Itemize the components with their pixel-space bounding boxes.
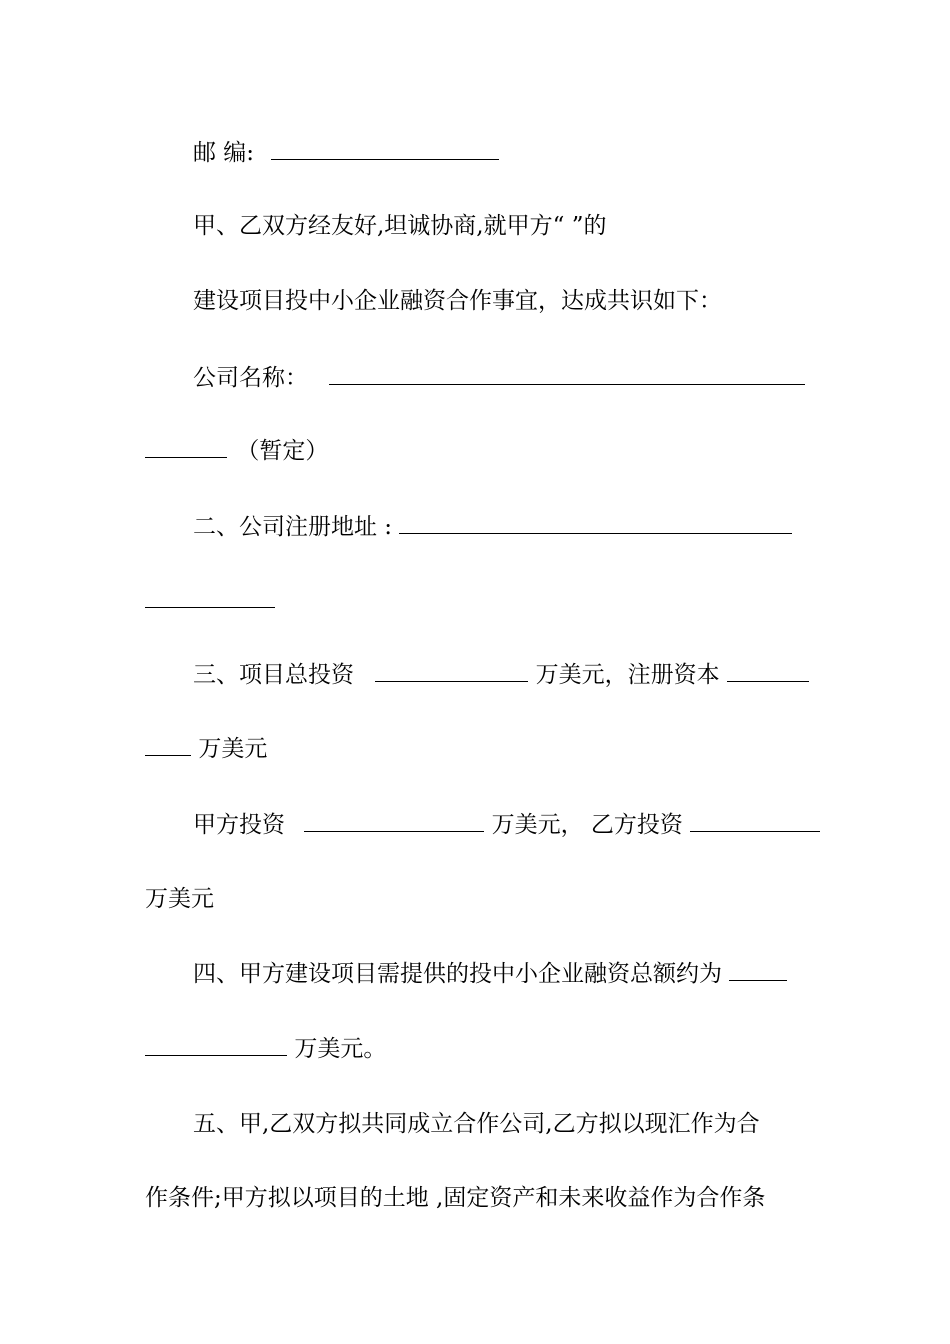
investment-line [193,660,809,690]
financing-blank-cont [145,1035,287,1056]
postal-code-label: 邮 编: [193,140,255,166]
company-name-label: 公司名称： [193,365,308,391]
financing-blank [729,960,787,981]
tentative-label: （暂定） [236,438,329,464]
usd-unit-1: 万美元 [198,736,268,762]
registered-address-blank-cont [145,587,275,608]
registered-capital-cont [145,734,267,764]
tentative-line [145,436,328,466]
intro-line: 甲、乙双方经友好,坦诚协商,就甲方“ ”的 [193,213,607,239]
party-a-investment-label: 甲方投资 [193,812,285,838]
registered-capital-label: 万美元，注册资本 [535,662,720,688]
party-b-investment-blank [690,811,820,832]
total-investment-blank [375,661,528,682]
company-name-line [193,363,805,393]
financing-label: 四、甲方建设项目需提供的投中小企业融资总额约为 [193,961,722,987]
registered-address-cont [145,586,275,616]
company-name-blank [329,364,805,385]
investment-label: 三、项目总投资 [193,662,354,688]
registered-address-blank [399,513,792,534]
cooperation-line-1: 五、甲,乙双方拟共同成立合作公司,乙方拟以现汇作为合 [193,1111,760,1137]
party-b-investment-label: 万美元， 乙方投资 [491,812,683,838]
usd-unit-2: 万美元 [145,886,214,912]
usd-unit-3: 万美元。 [294,1036,387,1062]
registered-address-label: 二、公司注册地址 : [193,514,393,540]
cooperation-line-2: 作条件;甲方拟以项目的土地 ,固定资产和未来收益作为合作条 [145,1185,766,1211]
party-investment-line [193,810,820,840]
postal-code-blank [271,139,499,160]
registered-capital-blank [727,661,809,682]
postal-code-line [193,138,499,168]
party-a-investment-blank [304,811,484,832]
company-name-blank-cont [145,437,227,458]
financing-line [193,959,787,989]
registered-capital-blank-cont [145,735,191,756]
registered-address-line [193,512,792,542]
intro-line-2: 建设项目投中小企业融资合作事宜，达成共识如下： [193,288,722,314]
financing-cont [145,1034,386,1064]
